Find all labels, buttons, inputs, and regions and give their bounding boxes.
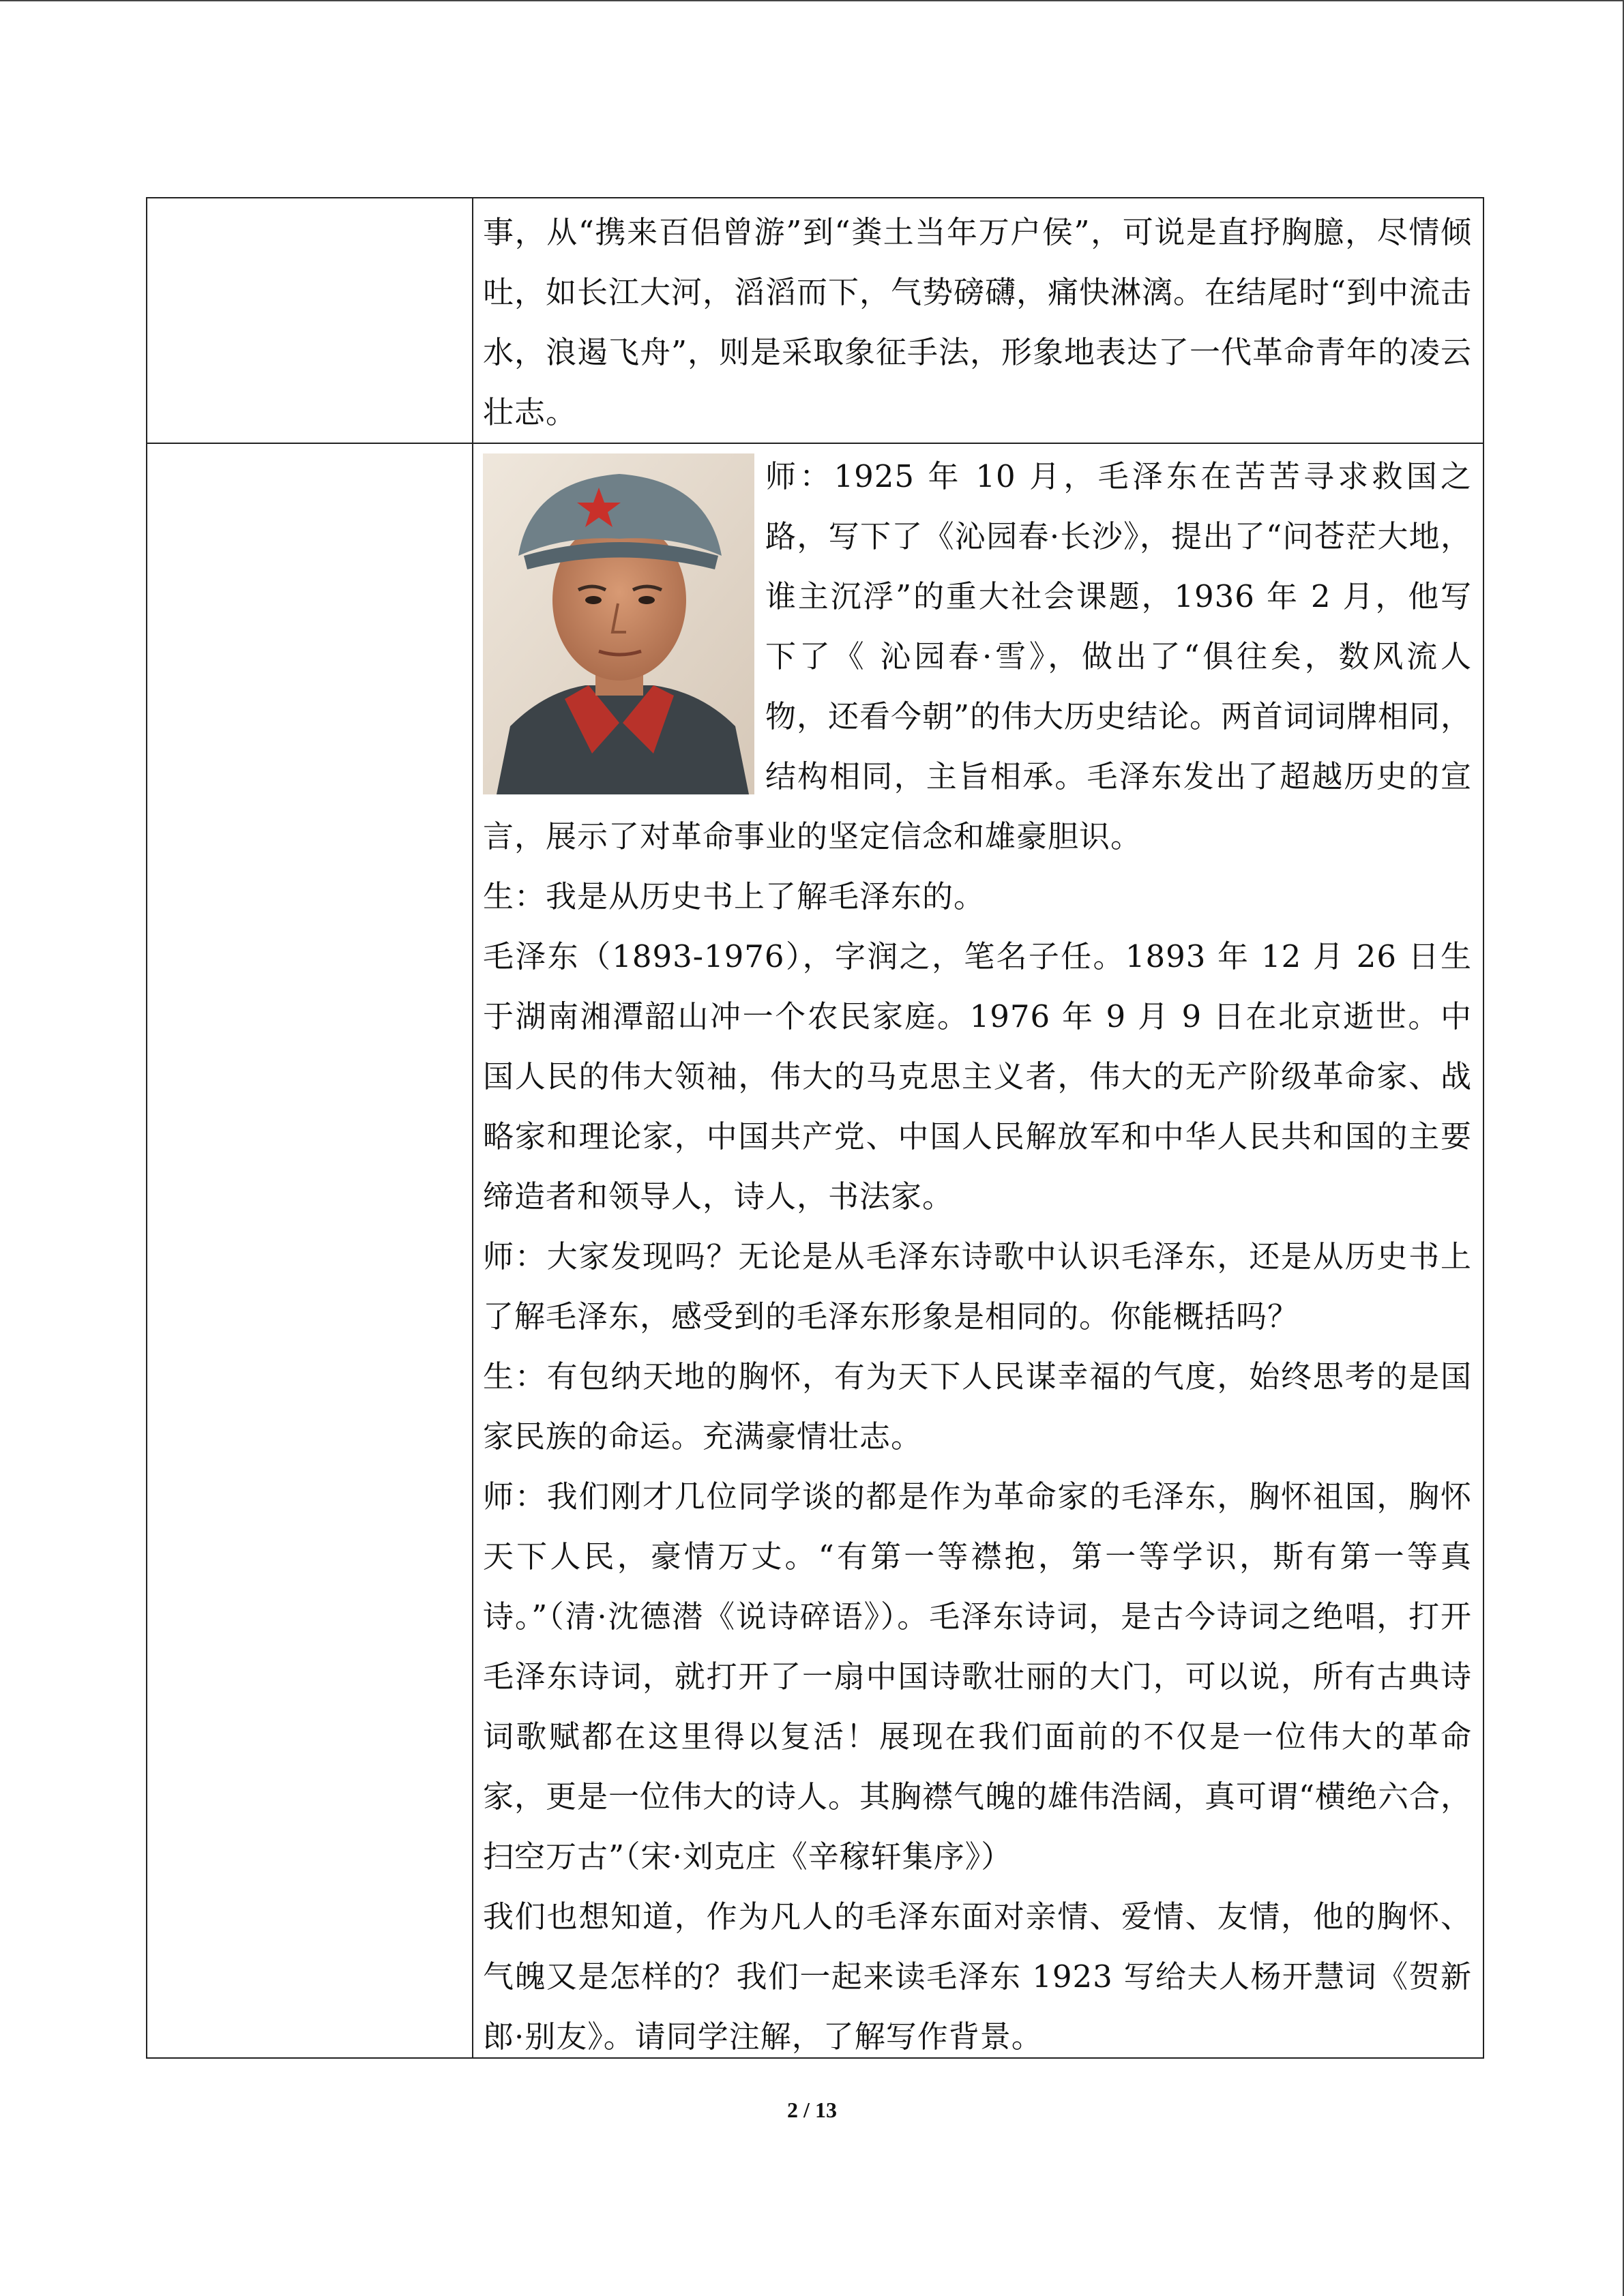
cell-text <box>473 198 1483 443</box>
lesson-table <box>146 197 1484 2059</box>
right-cell <box>473 198 1483 443</box>
left-cell <box>147 198 473 443</box>
paragraph: 事，从“携来百侣曾游”到“粪土当年万户侯”，可说是直抒胸臆，尽情倾吐，如长江大河，滔滔而下，气势磅礴，痛快淋漓。在结尾时“到中流击水，浪遏飞舟”，则是采取象征手法，形象地表达了一代革命青年的凌云壮志。 <box>483 214 1473 430</box>
left-cell <box>147 443 473 2058</box>
table-row <box>147 198 1483 443</box>
paragraph: 师：大家发现吗？无论是从毛泽东诗歌中认识毛泽东，还是从历史书上了解毛泽东，感受到的毛泽东形象是相同的。你能概括吗？ <box>483 1238 1472 1335</box>
cell-text <box>473 444 1483 2057</box>
paragraph: 生：我是从历史书上了解毛泽东的。 <box>483 878 986 914</box>
right-cell <box>473 443 1483 2058</box>
portrait-image <box>483 453 754 794</box>
paragraph: 师：我们刚才几位同学谈的都是作为革命家的毛泽东，胸怀祖国，胸怀天下人民，豪情万丈。“有第一等襟抱，第一等学识，斯有第一等真诗。”（清·沈德潜《说诗碎语》）。毛泽东诗词，是古今诗词之绝唱，打开毛泽东诗词，就打开了一扇中国诗歌壮丽的大门，可以说，所有古典诗词歌赋都在这里得以复活！展现在我们面前的不仅是一位伟大的革命家，更是一位伟大的诗人。其胸襟气魄的雄伟浩阔，真可谓“横绝六合，扫空万古”（宋·刘克庄《辛稼轩集序》） <box>483 1478 1473 1875</box>
page-number: 2 / 13 <box>787 2098 837 2122</box>
paragraph: 我们也想知道，作为凡人的毛泽东面对亲情、爱情、友情，他的胸怀、气魄又是怎样的？我们一起来读毛泽东 1923 写给夫人杨开慧词《贺新郎·别友》。请同学注解，了解写作背景。 <box>483 1898 1472 2055</box>
paragraph: 师：1925 年 10 月，毛泽东在苦苦寻求救国之路，写下了《沁园春·长沙》，提出了“问苍茫大地，谁主沉浮”的重大社会课题，1936 年 2 月，他写下了《 沁园春·雪》，做出了“俱往矣，数风流人物，还看今朝”的伟大历史结论。两首词词牌相同，结构相同，主旨相承。毛泽东发出了超越历史的宣言，展示了对革命事业的坚定信念和雄豪胆识。 <box>483 458 1473 854</box>
paragraph: 毛泽东（1893-1976），字润之，笔名子任。1893 年 12 月 26 日生于湖南湘潭韶山冲一个农民家庭。1976 年 9 月 9 日在北京逝世。中国人民的伟大领袖，伟大的马克思主义者，伟大的无产阶级革命家、战略家和理论家，中国共产党、中国人民解放军和中华人民共和国的主要缔造者和领导人，诗人，书法家。 <box>483 938 1472 1214</box>
paragraph: 生：有包纳天地的胸怀，有为天下人民谋幸福的气度，始终思考的是国家民族的命运。充满豪情壮志。 <box>483 1358 1472 1455</box>
table-row <box>147 443 1483 2058</box>
